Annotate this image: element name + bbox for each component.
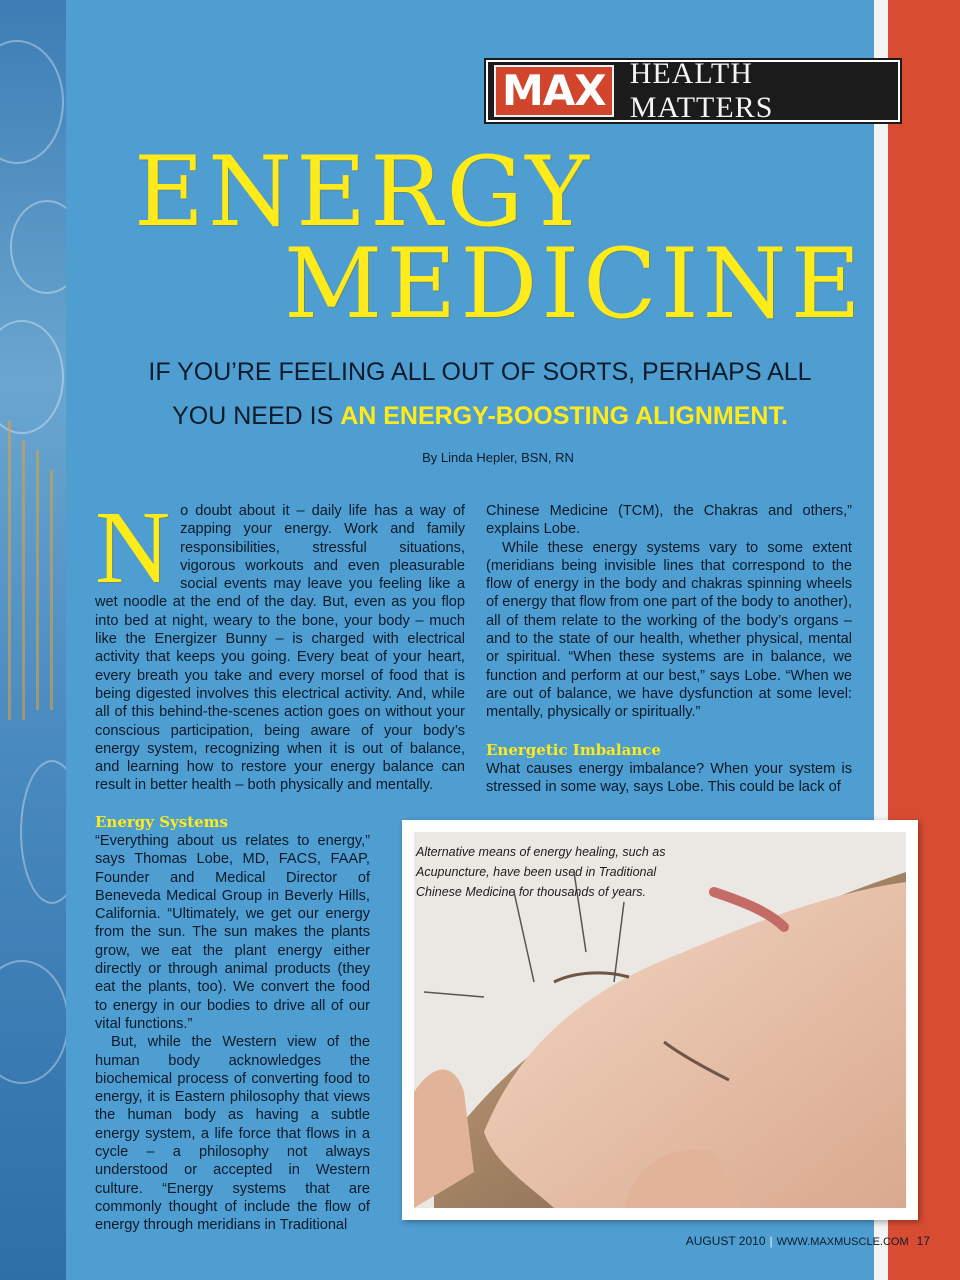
photo-frame bbox=[402, 820, 918, 1220]
paragraph: What causes energy imbalance? When your system is stressed in some way, says Lobe. This could be lack of bbox=[486, 760, 852, 795]
byline: By Linda Hepler, BSN, RN bbox=[422, 450, 574, 465]
headline-line-2: MEDICINE bbox=[284, 228, 865, 340]
deck-plain-text: YOU NEED IS bbox=[172, 402, 341, 430]
page-number: 17 bbox=[916, 1234, 930, 1248]
article-column-1-lower bbox=[95, 812, 370, 1235]
deck-line-1: IF YOU’RE FEELING ALL OUT OF SORTS, PERHAPS ALL bbox=[148, 358, 812, 386]
intro-paragraph: o doubt about it – daily life has a way of zapping your energy. Work and family responsibilities, stressful situations, vigorous workouts and even pleasurable social events may leave you feeling like a wet noodle at the end of the day. But, even as you flop into bed at night, weary to the bone, your body – much like the Energizer Bunny – is charged with electrical activity that keeps you going. Every beat of your heart, every breath you take and every morsel of food that is being digested involves this electrical activity. And, while all of this behind-the-scenes action goes on without your conscious participation, being aware of your body’s energy system, recognizing when it is out of balance, and learning how to restore your energy balance can result in better health – both physically and mentally. bbox=[95, 503, 465, 794]
paragraph: While these energy systems vary to some extent (meridians being invisible lines that correspond to the flow of energy in the body and chakras spinning wheels of energy that flow from one part of the body to another), all of them relate to the working of the body’s organs – and to the state of our health, whether physical, mental or spiritual. “When these systems are in balance, we function and perform at our best,” says Lobe. “When we are out of balance, we have dysfunction at some level: mentally, physically or spiritually.” bbox=[486, 539, 852, 721]
photo-caption: Alternative means of energy healing, such as Acupuncture, have been used in Traditional Chinese Medicine for thousands of years. bbox=[416, 845, 666, 899]
section-name: HEALTH MATTERS bbox=[629, 57, 774, 124]
subhead-energetic-imbalance: Energetic Imbalance bbox=[486, 740, 661, 759]
article-column-2 bbox=[486, 502, 852, 796]
paragraph: Chinese Medicine (TCM), the Chakras and others,” explains Lobe. bbox=[486, 503, 852, 538]
deck-line-2 bbox=[0, 402, 960, 431]
section-logo bbox=[486, 57, 900, 124]
subhead-energy-systems: Energy Systems bbox=[95, 813, 228, 831]
headline-line-1: ENERGY bbox=[134, 136, 593, 248]
article-column-1 bbox=[95, 490, 465, 795]
max-logo: MAX bbox=[494, 65, 614, 117]
deck-highlight: AN ENERGY-BOOSTING ALIGNMENT. bbox=[340, 402, 788, 430]
issue-date: AUGUST 2010 bbox=[685, 1234, 766, 1248]
drop-cap: N bbox=[95, 490, 171, 605]
paragraph: But, while the Western view of the human body acknowledges the biochemical process of converting food to energy, it is Eastern philosophy that views the human body as having a subtle energy system, a life force that flows in a cycle – a philosophy not always understood or accepted in Western culture. “Energy systems that are commonly thought of include the flow of energy through meridians in Traditional bbox=[95, 1034, 370, 1234]
left-decorative-strip bbox=[0, 0, 66, 1280]
page-footer: AUGUST 2010 | WWW.MAXMUSCLE.COM 17 bbox=[685, 1234, 930, 1248]
website-url: WWW.MAXMUSCLE.COM bbox=[776, 1236, 909, 1248]
paragraph: “Everything about us relates to energy,” says Thomas Lobe, MD, FACS, FAAP, Founder and Medical Director of Beneveda Medical Group in Beverly Hills, California. “Ultimately, we get our energy from the sun. The sun makes the plants grow, we eat the plant energy either directly or through animal products (they eat the plants, too). We convert the food to energy in our bodies to drive all of our vital functions.” bbox=[95, 833, 370, 1032]
